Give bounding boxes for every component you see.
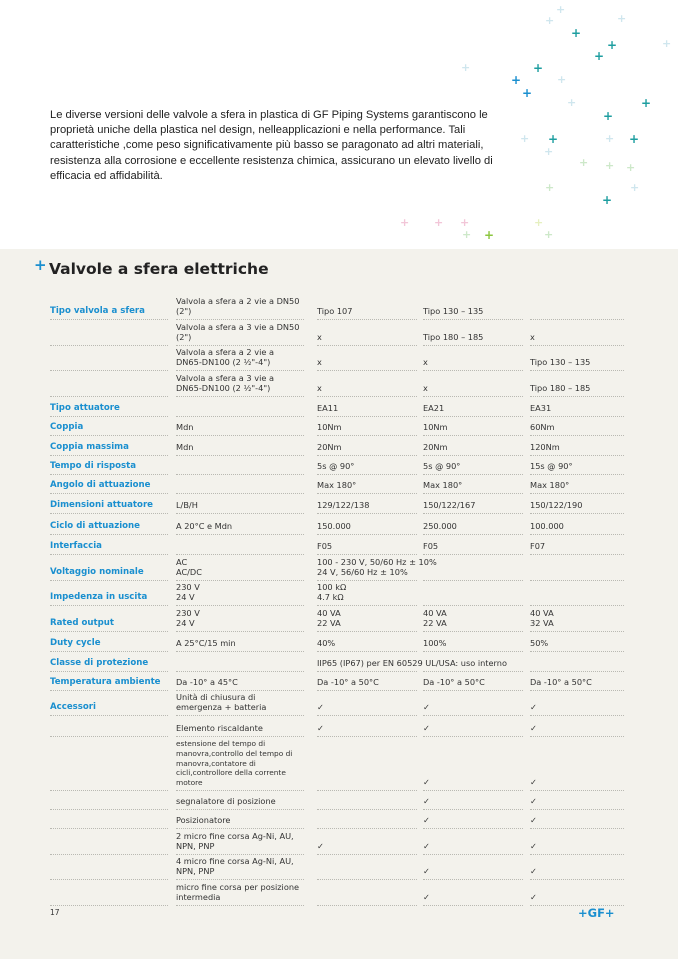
cell-c3: 5s @ 90° xyxy=(423,461,461,472)
plus-icon: + xyxy=(462,228,472,241)
cell-c2: 129/122/138 xyxy=(317,500,370,511)
cell-c4: 50% xyxy=(530,638,549,649)
plus-icon: + xyxy=(533,61,544,75)
table-row xyxy=(50,514,624,535)
row-label: Coppia xyxy=(50,422,84,433)
cell-c2: ✓ xyxy=(317,723,324,734)
cell-c1: estensione del tempo di manovra,controllo del tempo di manovra,contatore di cicli,controllore della corrente motore xyxy=(176,739,293,788)
cell-c4: ✓ xyxy=(530,796,537,807)
cell-c3: x xyxy=(423,357,428,368)
table-row xyxy=(50,494,624,514)
cell-c4: Max 180° xyxy=(530,480,570,491)
cell-c4: 40 VA 32 VA xyxy=(530,607,554,629)
cell-c4: Da -10° a 50°C xyxy=(530,677,592,688)
cell-c3: Tipo 180 – 185 xyxy=(423,332,484,343)
row-label: Accessori xyxy=(50,702,96,713)
cell-c4: F07 xyxy=(530,541,546,552)
row-label: Duty cycle xyxy=(50,638,101,649)
cell-c2: F05 xyxy=(317,541,333,552)
cell-c1: 230 V 24 V xyxy=(176,581,200,603)
plus-icon: + xyxy=(548,132,559,146)
row-label: Voltaggio nominale xyxy=(50,567,144,578)
plus-icon: + xyxy=(434,216,444,229)
row-label: Rated output xyxy=(50,618,115,629)
header-area xyxy=(0,0,678,249)
cell-c4: x xyxy=(530,332,535,343)
cell-c4: ✓ xyxy=(530,841,537,852)
cell-c2: 100 kΩ 4.7 kΩ xyxy=(317,581,347,603)
cell-c3: ✓ xyxy=(423,815,430,826)
cell-c4: ✓ xyxy=(530,815,537,826)
row-label: Temperatura ambiente xyxy=(50,677,161,688)
table-row xyxy=(50,417,624,436)
table-row xyxy=(50,691,624,716)
cell-c1: Valvola a sfera a 2 vie a DN65-DN100 (2 ½"-4") xyxy=(176,346,275,368)
cell-c4: ✓ xyxy=(530,723,537,734)
row-label xyxy=(50,903,168,906)
cell-c2: 40 VA 22 VA xyxy=(317,607,341,629)
cell-c3: Tipo 130 – 135 xyxy=(423,306,484,317)
cell-c1: Valvola a sfera a 3 vie a DN65-DN100 (2 ½"-4") xyxy=(176,372,275,394)
cell-c4: 60Nm xyxy=(530,422,555,433)
table-row xyxy=(50,652,624,672)
table-row xyxy=(50,791,624,810)
page-number: 17 xyxy=(50,908,60,917)
intro-paragraph: Le diverse versioni delle valvole a sfera in plastica di GF Piping Systems garantiscono le proprietà uniche della plastica nel design, nelleapplicazioni e nella performance. Tali caratteristiche ,come peso significativamente più basso se paragonato ad altri materiali, resistenza alla corrosione e eccellente resistenza chimica, assicurano un elevato livello di efficacia ed affidabilità. xyxy=(50,109,493,182)
table-row xyxy=(50,295,624,320)
table-row xyxy=(50,632,624,652)
cell-c1: AC AC/DC xyxy=(176,556,202,578)
plus-icon: + xyxy=(630,181,640,194)
plus-icon: + xyxy=(607,38,618,52)
row-label: Impedenza in uscita xyxy=(50,592,148,603)
cell-c1: A 20°C e Mdn xyxy=(176,521,233,532)
cell-c2: EA11 xyxy=(317,403,339,414)
table-row xyxy=(50,606,624,632)
cell-c2: Max 180° xyxy=(317,480,357,491)
cell-c1: segnalatore di posizione xyxy=(176,796,276,807)
cell-c2: x xyxy=(317,357,322,368)
cell-c1: Valvola a sfera a 2 vie a DN50 (2") xyxy=(176,295,300,317)
plus-icon: + xyxy=(520,132,530,145)
cell-c2: x xyxy=(317,383,322,394)
cell-c3: EA21 xyxy=(423,403,445,414)
table-row xyxy=(50,880,624,906)
plus-icon: + xyxy=(605,159,615,172)
gf-logo: +GF+ xyxy=(578,906,615,920)
plus-icon: + xyxy=(605,132,615,145)
cell-c1: Da -10° a 45°C xyxy=(176,677,238,688)
cell-c1: Valvola a sfera a 3 vie a DN50 (2") xyxy=(176,321,300,343)
plus-icon: + xyxy=(629,132,640,146)
row-label: Interfaccia xyxy=(50,541,102,552)
cell-c2: ✓ xyxy=(317,841,324,852)
cell-c2: 150.000 xyxy=(317,521,351,532)
table-row xyxy=(50,581,624,606)
table-row xyxy=(50,716,624,737)
plus-icon: + xyxy=(545,181,555,194)
table-row xyxy=(50,737,624,791)
cell-c3: ✓ xyxy=(423,723,430,734)
plus-icon: + xyxy=(594,49,605,63)
cell-c3: 250.000 xyxy=(423,521,457,532)
plus-icon: + xyxy=(571,26,582,40)
cell-c4: Tipo 130 – 135 xyxy=(530,357,591,368)
plus-icon: + xyxy=(617,12,627,25)
plus-icon: + xyxy=(603,109,614,123)
cell-c4: 150/122/190 xyxy=(530,500,583,511)
cell-c4: EA31 xyxy=(530,403,552,414)
cell-c3: ✓ xyxy=(423,777,430,788)
table-row xyxy=(50,810,624,829)
cell-c4: Tipo 180 – 185 xyxy=(530,383,591,394)
plus-icon: + xyxy=(579,156,589,169)
plus-icon: + xyxy=(602,193,613,207)
table-row xyxy=(50,320,624,346)
table-row xyxy=(50,397,624,417)
cell-c3: 40 VA 22 VA xyxy=(423,607,447,629)
cell-c2: x xyxy=(317,332,322,343)
plus-icon: + xyxy=(545,14,555,27)
cell-c4: ✓ xyxy=(530,777,537,788)
cell-c4: ✓ xyxy=(530,866,537,877)
cell-c3: 100% xyxy=(423,638,447,649)
table-row xyxy=(50,555,624,581)
row-label: Classe di protezione xyxy=(50,658,149,669)
cell-c1: micro fine corsa per posizione intermedia xyxy=(176,881,300,903)
cell-c3: F05 xyxy=(423,541,439,552)
row-label: Tipo valvola a sfera xyxy=(50,306,145,317)
plus-icon: + xyxy=(662,37,672,50)
cell-c2: Da -10° a 50°C xyxy=(317,677,379,688)
table-row xyxy=(50,346,624,371)
cell-c1: A 25°C/15 min xyxy=(176,638,236,649)
plus-icon: + xyxy=(556,3,566,16)
cell-c1: Posizionatore xyxy=(176,815,231,826)
table-row xyxy=(50,456,624,475)
row-label: Tipo attuatore xyxy=(50,403,120,414)
table-row xyxy=(50,672,624,691)
table-row xyxy=(50,855,624,880)
cell-c3: 10Nm xyxy=(423,422,448,433)
cell-c3: ✓ xyxy=(423,841,430,852)
table-row xyxy=(50,436,624,456)
table-row xyxy=(50,475,624,494)
cell-c4: 15s @ 90° xyxy=(530,461,573,472)
title-plus-icon: + xyxy=(34,256,47,274)
cell-c2: 40% xyxy=(317,638,336,649)
cell-c1: Mdn xyxy=(176,442,194,453)
plus-icon: + xyxy=(400,216,410,229)
plus-icon: + xyxy=(557,73,567,86)
row-label: Ciclo di attuazione xyxy=(50,521,141,532)
row-label: Tempo di risposta xyxy=(50,461,137,472)
plus-icon: + xyxy=(461,61,471,74)
cell-c3: ✓ xyxy=(423,892,430,903)
page-title: Valvole a sfera elettriche xyxy=(49,260,269,278)
table-row xyxy=(50,829,624,855)
cell-c4: ✓ xyxy=(530,702,537,713)
cell-c3: Max 180° xyxy=(423,480,463,491)
plus-icon: + xyxy=(626,161,636,174)
row-label: Dimensioni attuatore xyxy=(50,500,154,511)
cell-c1: 2 micro fine corsa Ag-Ni, AU, NPN, PNP xyxy=(176,830,294,852)
table-row xyxy=(50,535,624,555)
cell-c3: 20Nm xyxy=(423,442,448,453)
cell-c1: Mdn xyxy=(176,422,194,433)
cell-c1: L/B/H xyxy=(176,500,198,511)
cell-c2: IIP65 (IP67) per EN 60529 UL/USA: uso interno xyxy=(317,658,507,669)
cell-c4: 120Nm xyxy=(530,442,560,453)
cell-c4: ✓ xyxy=(530,892,537,903)
cell-c1: Unità di chiusura di emergenza + batteria xyxy=(176,691,267,713)
plus-icon: + xyxy=(484,228,495,242)
cell-c2: 5s @ 90° xyxy=(317,461,355,472)
cell-c2: 10Nm xyxy=(317,422,342,433)
cell-c1: Elemento riscaldante xyxy=(176,723,263,734)
cell-c1: 4 micro fine corsa Ag-Ni, AU, NPN, PNP xyxy=(176,855,294,877)
cell-c3: ✓ xyxy=(423,702,430,713)
cell-c3: 150/122/167 xyxy=(423,500,476,511)
cell-c2: 20Nm xyxy=(317,442,342,453)
plus-icon: + xyxy=(641,96,652,110)
cell-c1: 230 V 24 V xyxy=(176,607,200,629)
cell-c2 xyxy=(317,903,417,906)
plus-icon: + xyxy=(511,73,522,87)
row-label: Coppia massima xyxy=(50,442,129,453)
plus-icon: + xyxy=(567,96,577,109)
cell-c3: ✓ xyxy=(423,866,430,877)
plus-icon: + xyxy=(534,216,544,229)
plus-icon: + xyxy=(544,228,554,241)
cell-c2: ✓ xyxy=(317,702,324,713)
cell-c2: Tipo 107 xyxy=(317,306,353,317)
cell-c4: 100.000 xyxy=(530,521,564,532)
cell-c2: 100 - 230 V, 50/60 Hz ± 10% 24 V, 56/60 Hz ± 10% xyxy=(317,556,437,578)
plus-icon: + xyxy=(544,145,554,158)
cell-c3: Da -10° a 50°C xyxy=(423,677,485,688)
plus-icon: + xyxy=(522,86,533,100)
cell-c3: x xyxy=(423,383,428,394)
plus-icon: + xyxy=(460,216,470,229)
table-row xyxy=(50,371,624,397)
cell-c3: ✓ xyxy=(423,796,430,807)
row-label: Angolo di attuazione xyxy=(50,480,151,491)
